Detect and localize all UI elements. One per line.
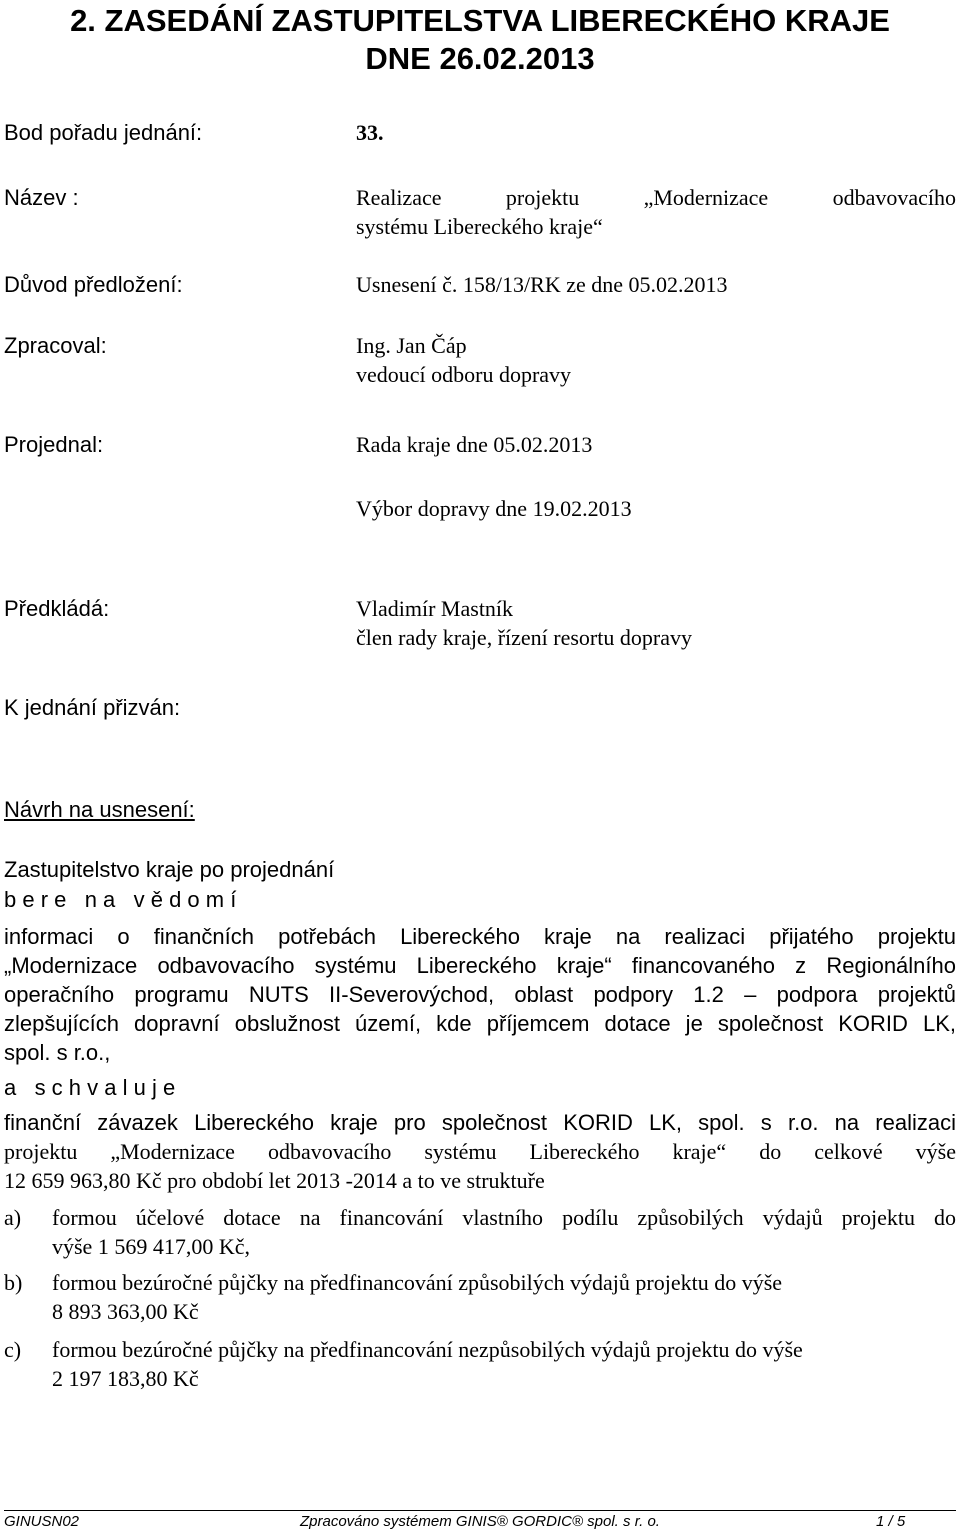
item-c-line1: formou bezúročné půjčky na předfinancování nezpůsobilých výdajů projektu do výše — [52, 1337, 803, 1362]
predklada-value-line2: člen rady kraje, řízení resortu dopravy — [356, 625, 692, 650]
nazev-value-line1: Realizace projektu „Modernizace odbavovacího — [356, 185, 956, 210]
commit-line-1: finanční závazek Libereckého kraje pro společnost KORID LK, spol. s r.o. na realizaci — [4, 1110, 956, 1135]
info-line-4: zlepšujících dopravní obslužnost území, kde příjemcem dotace je společnost KORID LK, — [4, 1011, 956, 1036]
footer-code: GINUSN02 — [4, 1513, 80, 1530]
commit-line-2: projektu „Modernizace odbavovacího systému Libereckého kraje“ do celkové výše — [4, 1139, 956, 1164]
item-a-marker: a) — [4, 1205, 22, 1230]
duvod-label: Důvod předložení: — [4, 272, 183, 297]
predklada-label: Předkládá: — [4, 596, 110, 621]
zpracoval-value-line1: Ing. Jan Čáp — [356, 333, 467, 358]
page-title-line2: DNE 26.02.2013 — [365, 41, 595, 76]
item-c-marker: c) — [4, 1337, 22, 1362]
bere-na-vedomi: b e r e n a v ě d o m í — [4, 887, 237, 912]
item-b-marker: b) — [4, 1270, 23, 1295]
proposal-intro: Zastupitelstvo kraje po projednání — [4, 857, 335, 882]
item-b-line2: 8 893 363,00 Kč — [52, 1299, 199, 1324]
info-line-3: operačního programu NUTS II-Severovýchod, oblast podpory 1.2 – podpora projektů — [4, 982, 956, 1007]
item-b-line1: formou bezúročné půjčky na předfinancování způsobilých výdajů projektu do výše — [52, 1270, 783, 1295]
duvod-value: Usnesení č. 158/13/RK ze dne 05.02.2013 — [356, 272, 728, 297]
proposal-heading: Návrh na usnesení: — [4, 797, 195, 822]
nazev-value-line2: systému Libereckého kraje“ — [356, 214, 603, 239]
info-line-5: spol. s r.o., — [4, 1040, 111, 1065]
commit-line-3: 12 659 963,80 Kč pro období let 2013 -2014 a to ve struktuře — [4, 1168, 545, 1193]
bod-value: 33. — [356, 120, 384, 145]
footer-system: Zpracováno systémem GINIS® GORDIC® spol. s r. o. — [300, 1513, 660, 1530]
item-a-line1: formou účelové dotace na financování vlastního podílu způsobilých výdajů projektu do — [52, 1205, 956, 1230]
item-c-line2: 2 197 183,80 Kč — [52, 1366, 199, 1391]
bod-label: Bod pořadu jednání: — [4, 120, 203, 145]
footer-divider — [4, 1510, 956, 1511]
zpracoval-label: Zpracoval: — [4, 333, 107, 358]
nazev-label: Název : — [4, 185, 79, 210]
projednal-value-line2: Výbor dopravy dne 19.02.2013 — [356, 496, 632, 521]
projednal-value-line1: Rada kraje dne 05.02.2013 — [356, 432, 593, 457]
info-line-2: „Modernizace odbavovacího systému Libereckého kraje“ financovaného z Regionálního — [4, 953, 956, 978]
schvaluje: a s c h v a l u j e — [4, 1075, 176, 1100]
page-title-line1: 2. ZASEDÁNÍ ZASTUPITELSTVA LIBERECKÉHO KRAJE — [70, 3, 890, 38]
info-line-1: informaci o finančních potřebách Libereckého kraje na realizaci přijatého projektu — [4, 924, 956, 949]
prizvan-label: K jednání přizván: — [4, 695, 181, 720]
projednal-label: Projednal: — [4, 432, 104, 457]
item-a-line2: výše 1 569 417,00 Kč, — [52, 1234, 250, 1259]
footer-page-number: 1 / 5 — [876, 1513, 906, 1530]
zpracoval-value-line2: vedoucí odboru dopravy — [356, 362, 572, 387]
predklada-value-line1: Vladimír Mastník — [356, 596, 514, 621]
